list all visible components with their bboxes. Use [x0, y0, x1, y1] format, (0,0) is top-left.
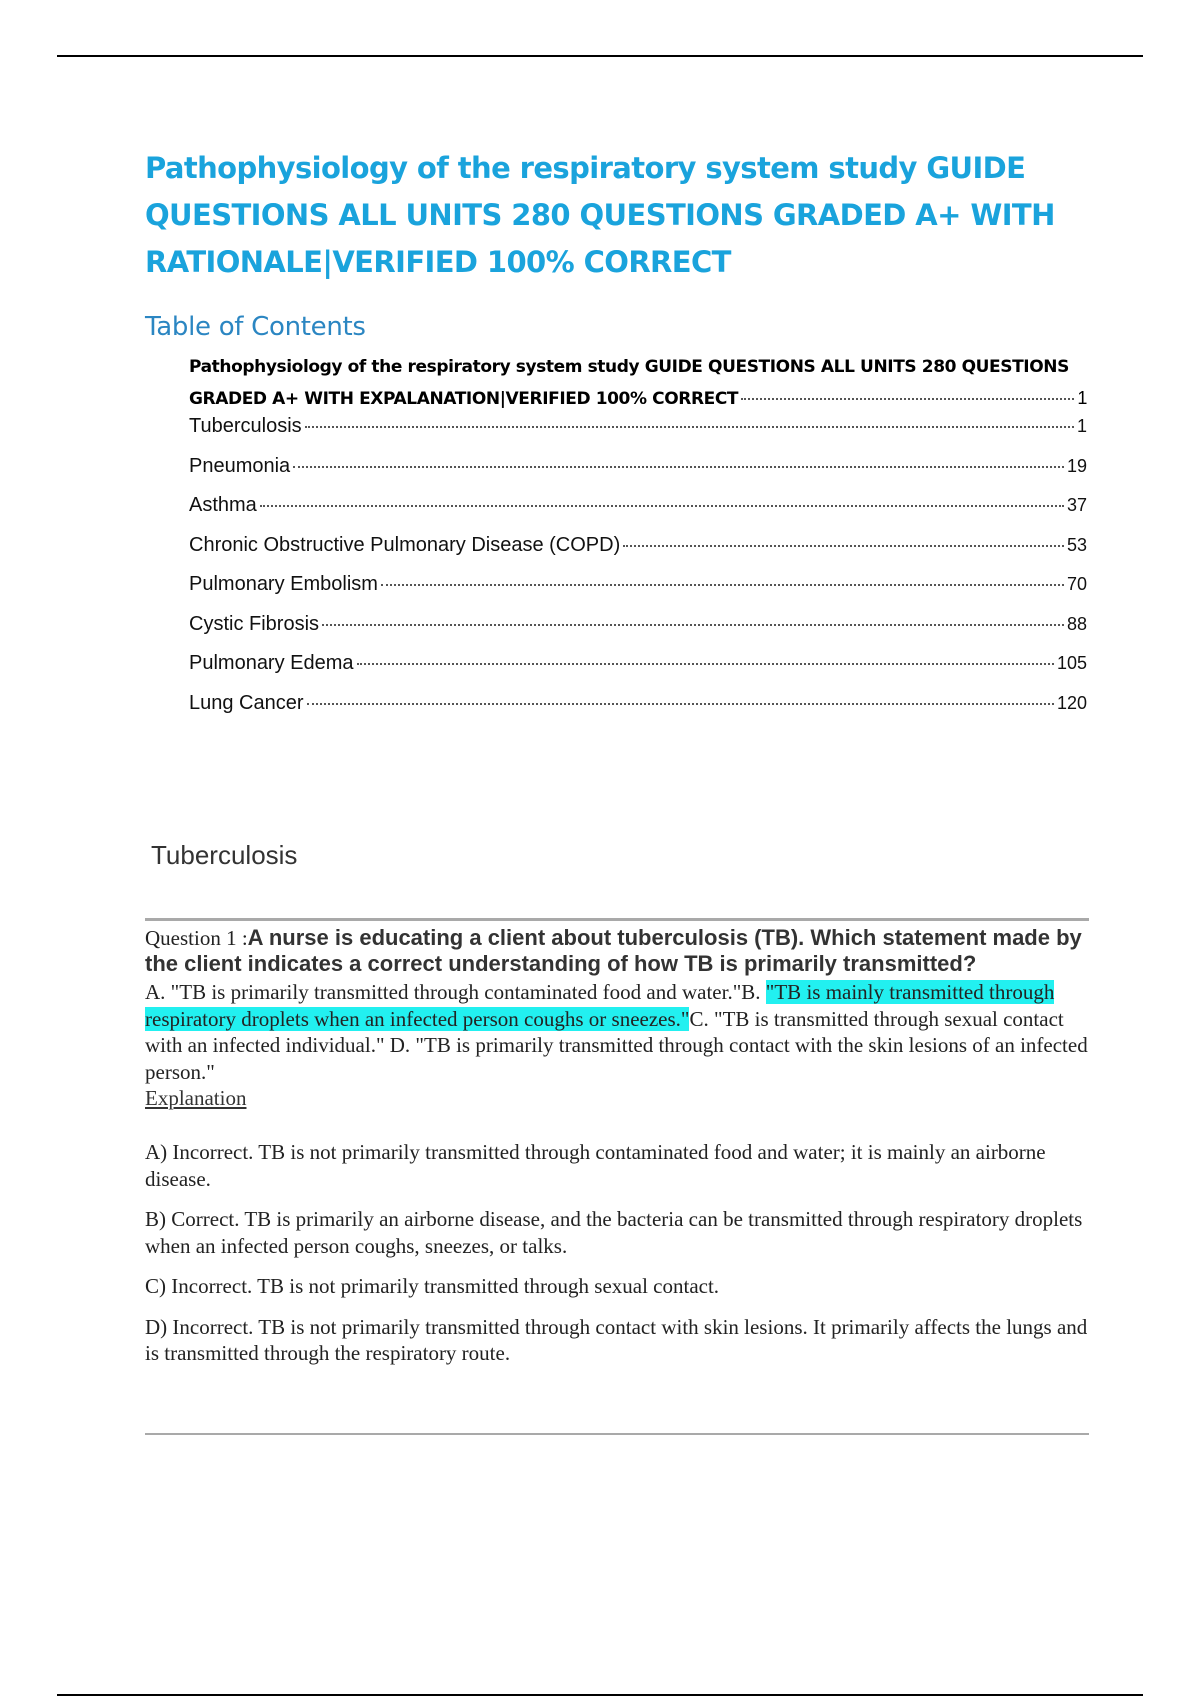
toc-entry-page: 1 [1077, 388, 1087, 408]
question-options [145, 979, 1089, 1085]
document-title: Pathophysiology of the respiratory system study GUIDE QUESTIONS ALL UNITS 280 QUESTIONS GRADED A+ WITH RATIONALE|VERIFIED 100% CORRECT [145, 151, 1055, 279]
explanation-list [145, 1139, 1089, 1367]
toc-entry-copd[interactable] [189, 534, 1087, 574]
option-c: C. "TB is transmitted through sexual contact with an infected individual." [145, 1006, 1064, 1057]
page-bottom-rule [57, 1694, 1143, 1696]
question-block [145, 925, 1089, 1381]
toc-entry-line2: GRADED A+ WITH EXPALANATION|VERIFIED 100% CORRECT [189, 389, 739, 409]
toc-leader-dots [307, 703, 1054, 705]
page-top-rule [57, 55, 1143, 57]
toc-entry-page: 1 [1076, 416, 1087, 436]
toc-entry-label: Cystic Fibrosis [189, 612, 320, 635]
toc-entry-label: Pulmonary Edema [189, 652, 354, 674]
question-text: A nurse is educating a client about tuberculosis (TB). Which statement made by the client indicates a correct understanding of how TB is primarily transmitted? [145, 925, 1082, 976]
toc-entry-label: Asthma [189, 494, 257, 516]
toc-entry-label: Lung Cancer [189, 691, 304, 714]
option-d: D. "TB is primarily transmitted through contact with the skin lesions of an infected person." [145, 1033, 1088, 1084]
toc-leader-dots [322, 624, 1064, 626]
toc-entry-lung-cancer[interactable] [189, 692, 1087, 732]
toc-entry-page: 105 [1056, 653, 1087, 673]
toc-leader-dots [293, 466, 1064, 468]
question-top-divider [145, 918, 1089, 921]
toc-entry-page: 37 [1066, 495, 1087, 515]
toc-leader-dots [357, 663, 1054, 665]
toc-entry-label: Pulmonary Embolism [189, 573, 378, 595]
toc-entry-page: 88 [1066, 613, 1087, 634]
toc-entry-page: 120 [1056, 692, 1087, 713]
section-heading: Tuberculosis [151, 840, 298, 870]
toc-entry-page: 53 [1066, 534, 1087, 555]
toc-entry-page: 70 [1066, 574, 1087, 594]
toc-entry-pneumonia[interactable] [189, 455, 1087, 495]
toc-entry-line1: Pathophysiology of the respiratory system study GUIDE QUESTIONS ALL UNITS 280 QUESTIONS [189, 357, 1069, 377]
explanation-d: D) Incorrect. TB is not primarily transmitted through contact with skin lesions. It primarily affects the lungs and is transmitted through the respiratory route. [145, 1314, 1088, 1365]
explanation-b: B) Correct. TB is primarily an airborne disease, and the bacteria can be transmitted through respiratory droplets when an infected person coughs, sneezes, or talks. [145, 1207, 1083, 1258]
toc-leader-dots [305, 426, 1074, 428]
explanation-c: C) Incorrect. TB is not primarily transmitted through sexual contact. [145, 1274, 720, 1298]
question-bottom-divider [145, 1433, 1089, 1435]
toc-leader-dots [741, 398, 1074, 400]
toc-heading: Table of Contents [145, 312, 366, 342]
toc-entry-tuberculosis[interactable] [189, 415, 1087, 455]
toc-entry-label: Tuberculosis [189, 415, 302, 437]
toc-entry-pulmonary-edema[interactable] [189, 652, 1087, 692]
toc-entry-label: Pneumonia [189, 454, 291, 477]
toc-entry-pulmonary-embolism[interactable] [189, 573, 1087, 613]
option-b-highlighted: "TB is mainly transmitted through respiratory droplets when an infected person coughs or sneezes." [145, 980, 1055, 1031]
explanation-a: A) Incorrect. TB is not primarily transmitted through contaminated food and water; it is mainly an airborne disease. [145, 1140, 1046, 1191]
toc-entry-page: 19 [1066, 455, 1087, 476]
question-number: Question 1 : [145, 926, 248, 950]
toc-entry-main-title[interactable] [189, 352, 1087, 415]
option-a: A. "TB is primarily transmitted through contaminated food and water." [145, 980, 742, 1004]
toc-entry-cystic-fibrosis[interactable] [189, 613, 1087, 653]
option-b-prefix: B. [741, 980, 766, 1004]
toc-leader-dots [623, 545, 1064, 547]
question-header [145, 925, 1089, 977]
explanation-label: Explanation [145, 1086, 247, 1110]
table-of-contents [189, 352, 1087, 731]
toc-entry-asthma[interactable] [189, 494, 1087, 534]
toc-leader-dots [260, 505, 1064, 507]
toc-leader-dots [381, 584, 1064, 586]
toc-entry-label: Chronic Obstructive Pulmonary Disease (COPD) [189, 533, 621, 556]
